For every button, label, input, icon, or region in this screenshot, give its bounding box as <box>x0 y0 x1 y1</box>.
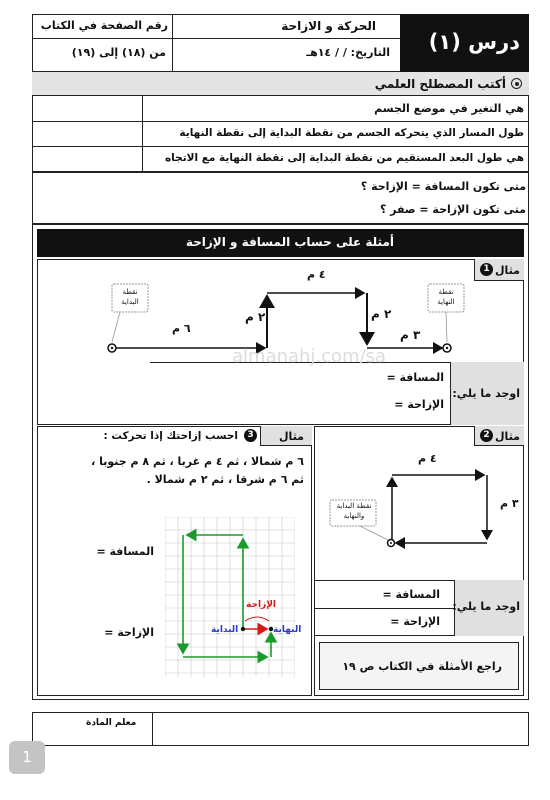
ex2-displacement-label[interactable]: الإزاحة = <box>390 615 440 628</box>
topic-title: الحركة و الازاحة <box>281 19 376 33</box>
lesson-title: درس (١) <box>428 30 520 54</box>
teacher-signature-field[interactable] <box>153 713 528 745</box>
circle-dot-icon <box>511 78 522 89</box>
ex1-end-label: نقطة النهاية <box>437 288 455 306</box>
ex3-number-icon: 3 <box>244 429 257 442</box>
ex3-grid-diagram <box>165 517 295 677</box>
examples-title: أمثلة على حساب المسافة و الإزاحة <box>185 235 394 249</box>
watermark: almanahj.com/sa <box>232 346 387 367</box>
ex3-prompt: احسب إزاحتك إذا تحركت : <box>103 430 238 442</box>
ex1-label: مثال <box>495 264 520 277</box>
ex2-right-label: ٣ م <box>500 497 519 510</box>
ex1-start-label: نقطة البداية <box>121 288 139 306</box>
ex3-start-point <box>241 627 245 631</box>
terms-col-divider <box>142 96 143 172</box>
ex3-disp-tag: الإزاحة <box>246 600 276 610</box>
page-number-badge: 1 <box>9 741 45 774</box>
term-answer-1[interactable] <box>33 97 141 120</box>
ex3-distance-label[interactable]: المسافة = <box>96 545 154 558</box>
term-answer-2[interactable] <box>33 122 141 145</box>
term-definition-2: طول المسار الذي يتحركه الجسم من نقطة البداية إلى نقطة النهاية <box>179 127 524 139</box>
ex1-distance-label[interactable]: المسافة = <box>386 371 444 384</box>
ex2-point-label: نقطة البداية والنهاية <box>336 502 372 520</box>
ex2-top-label: ٤ م <box>418 452 437 465</box>
ex3-path <box>183 535 271 657</box>
header-divider-h1 <box>32 38 400 39</box>
book-page-value: من (١٨) إلى (١٩) <box>71 46 166 59</box>
ex2-answer-mid-line <box>314 608 454 609</box>
ex3-end-tag: النهاية <box>273 625 302 635</box>
term-answer-3[interactable] <box>33 147 141 171</box>
ex3-start-tag: البداية <box>211 625 239 635</box>
terms-heading: أكتب المصطلح العلمي <box>374 77 506 91</box>
ex1-seg3-label: ٤ م <box>307 268 326 281</box>
ex3-line-2: ثم ٦ م شرقا ، ثم ٢ م شمالا . <box>146 473 304 486</box>
date-label: التاريخ: / / ١٤هـ <box>306 46 390 59</box>
teacher-label: معلم المادة <box>86 718 137 728</box>
ex2-distance-label[interactable]: المسافة = <box>382 588 440 601</box>
ex2-number-icon: 2 <box>480 429 493 442</box>
term-definition-3: هي طول البعد المستقيم من نقطة البداية إلى نقطة النهاية مع الاتجاه <box>164 152 524 164</box>
ex1-find-label: اوجد ما يلي: <box>452 387 520 400</box>
ex1-number-icon: 1 <box>480 263 493 276</box>
ex1-displacement-label[interactable]: الإزاحة = <box>394 398 444 411</box>
ex3-displacement-label[interactable]: الإزاحة = <box>104 626 154 639</box>
ex3-label: مثال <box>279 430 304 443</box>
ex1-seg1-label: ٦ م <box>172 322 191 335</box>
question-1: متى تكون المسافة = الإزاحة ؟ <box>360 180 526 193</box>
book-page-label: رقم الصفحة في الكتاب <box>40 19 168 32</box>
term-definition-1: هي التغير في موضع الجسم <box>374 102 524 115</box>
ex1-seg5-label: ٣ م <box>400 328 421 342</box>
ex2-label: مثال <box>495 430 520 443</box>
ex3-line-1: ٦ م شمالا ، ثم ٤ م غربا ، ثم ٨ م جنوبا ، <box>91 455 304 468</box>
ex1-seg2-label: ٢ م <box>245 310 266 324</box>
question-2: متى تكون الإزاحة = صفر ؟ <box>379 203 526 216</box>
header-divider-v1 <box>172 14 173 72</box>
ex2-find-label: اوجد ما يلي: <box>452 600 520 613</box>
ex3-grid <box>165 517 295 677</box>
ex1-seg4-label: ٢ م <box>371 307 392 321</box>
ex2-ref-text: راجع الأمثلة في الكتاب ص ١٩ <box>342 660 502 673</box>
